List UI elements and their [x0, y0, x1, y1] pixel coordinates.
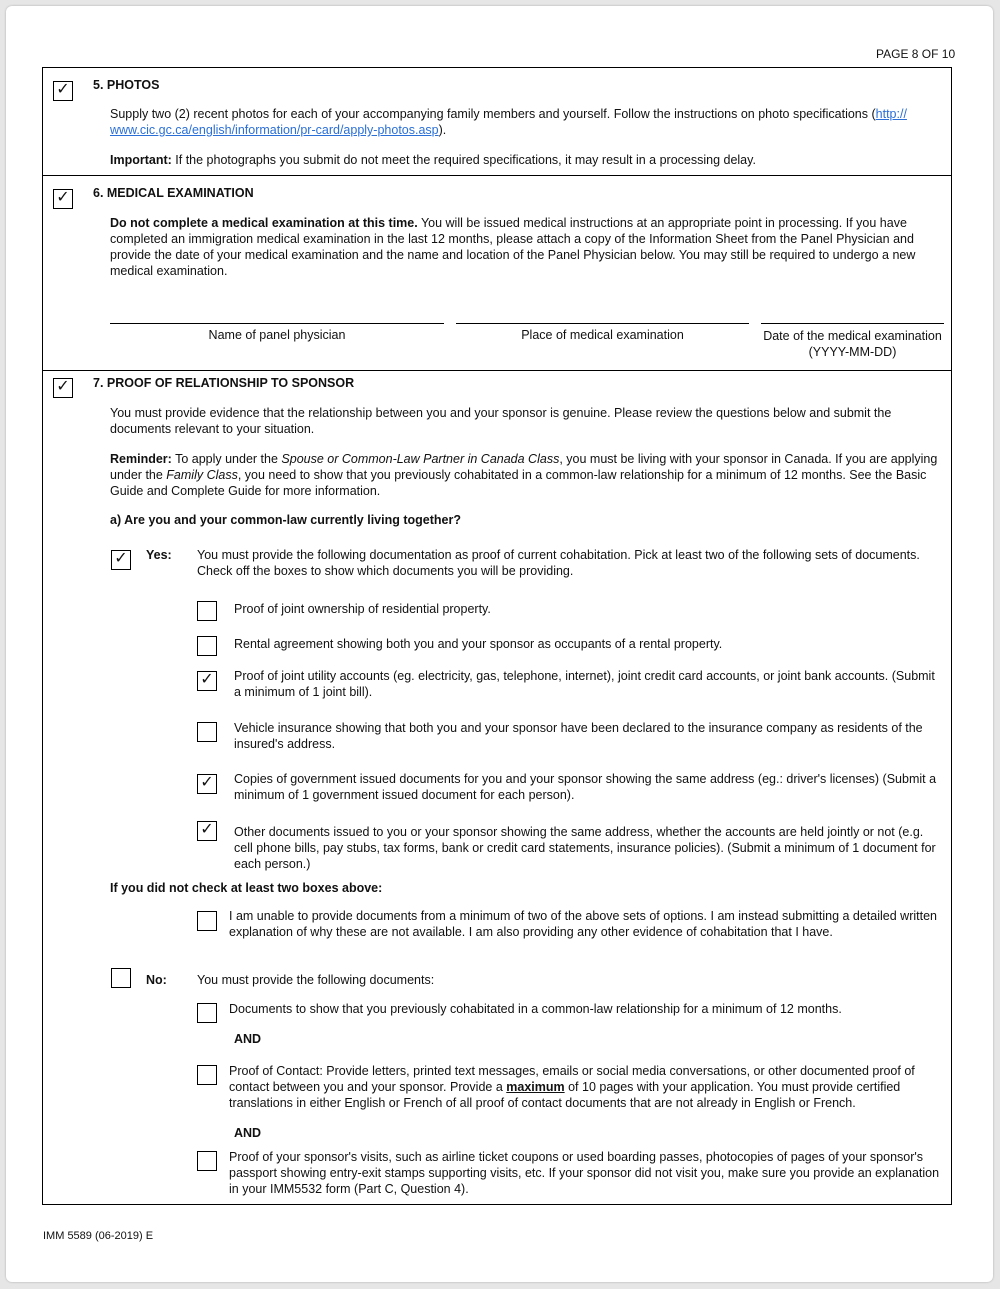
sponsor-visits-checkbox[interactable]	[197, 1151, 217, 1171]
photos-important-note: Important: If the photographs you submit do not meet the required specifications, it may result in a processing delay.	[110, 153, 756, 167]
yes-option-rental-agreement: Rental agreement showing both you and your sponsor as occupants of a rental property.	[234, 637, 723, 651]
photos-heading: 5. PHOTOS	[93, 78, 160, 92]
physician-name-label: Name of panel physician	[208, 328, 346, 342]
form-footer-code: IMM 5589 (06-2019) E	[43, 1230, 154, 1242]
checkmark-icon: ✓	[200, 772, 214, 791]
checkmark-icon: ✓	[200, 669, 214, 688]
joint-accounts-checkbox[interactable]	[197, 671, 217, 691]
document-page	[6, 6, 993, 1282]
exam-place-field[interactable]	[456, 323, 749, 324]
yes-label: Yes:	[146, 548, 172, 562]
vehicle-insurance-checkbox[interactable]	[197, 722, 217, 742]
photo-specs-link[interactable]: http:// www.cic.gc.ca/english/information/pr-card/apply-photos.asp	[110, 107, 907, 137]
yes-option-joint-property: Proof of joint ownership of residential property.	[234, 602, 491, 616]
relationship-heading: 7. PROOF OF RELATIONSHIP TO SPONSOR	[93, 376, 355, 390]
joint-property-checkbox[interactable]	[197, 601, 217, 621]
proof-of-contact-checkbox[interactable]	[197, 1065, 217, 1085]
and-label: AND	[234, 1032, 262, 1046]
fallback-checkbox[interactable]	[197, 911, 217, 931]
no-instructions: You must provide the following documents:	[197, 973, 435, 987]
fallback-explanation: I am unable to provide documents from a minimum of two of the above sets of options. I am instead submitting a detailed written explanation of why these are not available. I am also providing any other evidence of cohabitation that I have.	[229, 909, 938, 939]
yes-option-joint-accounts: Proof of joint utility accounts (eg. electricity, gas, telephone, internet), joint credit card accounts, or joint bank accounts. (Submit a minimum of 1 joint bill).	[234, 669, 935, 699]
page-number: PAGE 8 OF 10	[876, 47, 956, 61]
yes-instructions: You must provide the following documentation as proof of current cohabitation. Pick at least two of the following sets of documents. Check off the boxes to show which documents you will be providing.	[197, 548, 920, 578]
previous-cohabitation-checkbox[interactable]	[197, 1003, 217, 1023]
and-label: AND	[234, 1126, 262, 1140]
checkmark-icon: ✓	[200, 819, 214, 838]
relationship-checkbox[interactable]	[53, 378, 73, 398]
no-checkbox[interactable]	[111, 968, 131, 988]
section-divider	[42, 175, 952, 176]
photos-instructions: Supply two (2) recent photos for each of your accompanying family members and yourself. Follow the instructions on photo specifications (http:// www.cic.gc.ca/english/information/pr-card/apply-photos.asp).	[110, 107, 907, 137]
checkmark-icon: ✓	[56, 187, 70, 206]
medical-instructions: Do not complete a medical examination at this time. You will be issued medical instructions at an appropriate point in processing. If you have completed an immigration medical examination in the last 12 months, please attach a copy of the Information Sheet from the Panel Physician and provide the date of your medical examination and the name and location of the Panel Physician below. You may still be required to undergo a new medical examination.	[110, 216, 916, 278]
section-divider	[42, 370, 952, 371]
photos-checkbox[interactable]	[53, 81, 73, 101]
exam-place-label: Place of medical examination	[521, 328, 684, 342]
no-option-proof-of-contact: Proof of Contact: Provide letters, printed text messages, emails or social media conversations, or other documented proof of contact between you and your sponsor. Provide a maximum of 10 pages with your application. You must provide certified translations in either English or French of all proof of contact documents that are not already in English or French.	[229, 1064, 915, 1110]
question-a: a) Are you and your common-law currently living together?	[110, 513, 461, 527]
yes-checkbox[interactable]	[111, 550, 131, 570]
fallback-heading: If you did not check at least two boxes above:	[110, 881, 383, 895]
checkmark-icon: ✓	[56, 79, 70, 98]
physician-name-field[interactable]	[110, 323, 444, 324]
no-option-sponsor-visits: Proof of your sponsor's visits, such as airline ticket coupons or used boarding passes, photocopies of pages of your sponsor's passport showing entry-exit stamps supporting visits, etc. If your sponsor did not visit you, make sure you provide an explanation in your IMM5532 form (Part C, Question 4).	[229, 1150, 940, 1196]
yes-option-government-documents: Copies of government issued documents for you and your sponsor showing the same address (eg.: driver's licenses) (Submit a minimum of 1 government issued document for each person).	[234, 772, 937, 802]
rental-agreement-checkbox[interactable]	[197, 636, 217, 656]
medical-checkbox[interactable]	[53, 189, 73, 209]
no-label: No:	[146, 973, 167, 987]
medical-heading: 6. MEDICAL EXAMINATION	[93, 186, 254, 200]
yes-option-other-documents: Other documents issued to you or your sponsor showing the same address, whether the accounts are held jointly or not (e.g. cell phone bills, pay stubs, tax forms, bank or credit card statements, insurance policies). (Submit a minimum of 1 document for each person.)	[234, 825, 936, 871]
yes-option-vehicle-insurance: Vehicle insurance showing that both you and your sponsor have been declared to the insurance company as residents of the insured's address.	[234, 721, 923, 751]
relationship-intro: You must provide evidence that the relationship between you and your sponsor is genuine. Please review the questions below and submit the documents relevant to your situation.	[110, 406, 892, 436]
government-documents-checkbox[interactable]	[197, 774, 217, 794]
checkmark-icon: ✓	[114, 548, 128, 567]
no-option-previous-cohabitation: Documents to show that you previously cohabitated in a common-law relationship for a minimum of 12 months.	[229, 1002, 842, 1016]
checkmark-icon: ✓	[56, 376, 70, 395]
exam-date-label: Date of the medical examination	[763, 329, 942, 343]
exam-date-field[interactable]	[761, 323, 944, 324]
relationship-reminder: Reminder: To apply under the Spouse or Common-Law Partner in Canada Class, you must be living with your sponsor in Canada. If you are applying under the Family Class, you need to show that you previously cohabitated in a common-law relationship for a minimum of 12 months. See the Basic Guide and Complete Guide for more information.	[110, 452, 938, 498]
exam-date-format: (YYYY-MM-DD)	[808, 345, 897, 359]
other-documents-checkbox[interactable]	[197, 821, 217, 841]
